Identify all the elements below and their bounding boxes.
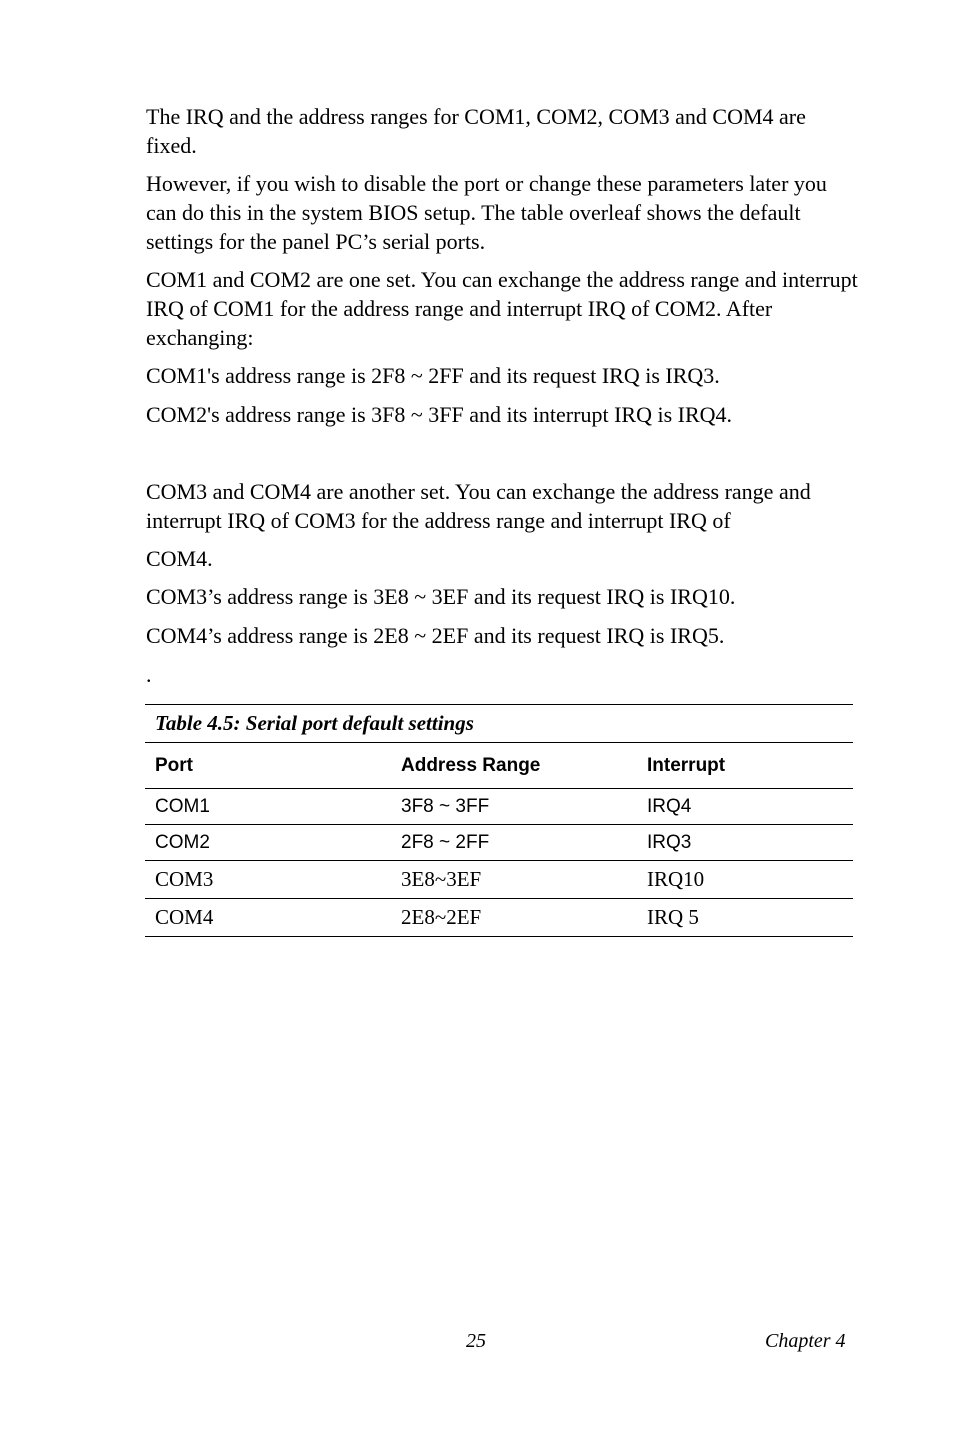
paragraph-com1-range: COM1's address range is 2F8 ~ 2FF and its request IRQ is IRQ3. [146,363,720,388]
paragraph-com3-range: COM3’s address range is 3E8 ~ 3EF and its request IRQ is IRQ10. [146,584,736,609]
paragraph-irq-fixed: The IRQ and the address ranges for COM1, COM2, COM3 and COM4 are fixed. [146,104,806,158]
cell-address-range: 2E8~2EF [391,899,637,937]
cell-port: COM4 [145,899,391,937]
chapter-label: Chapter 4 [765,1330,846,1352]
cell-interrupt: IRQ3 [637,825,853,861]
cell-address-range: 2F8 ~ 2FF [391,825,637,861]
table-row [145,861,853,899]
cell-port: COM2 [145,825,391,861]
serial-port-table [145,704,853,937]
paragraph-com2-range: COM2's address range is 3F8 ~ 3FF and its interrupt IRQ is IRQ4. [146,402,733,427]
header-interrupt: Interrupt [637,743,853,789]
cell-interrupt: IRQ4 [637,789,853,825]
table-caption-row [145,705,853,743]
cell-address-range: 3E8~3EF [391,861,637,899]
cell-address-range: 3F8 ~ 3FF [391,789,637,825]
cell-port: COM3 [145,861,391,899]
paragraph-bios-setup: However, if you wish to disable the port or change these parameters later you can do this in the system BIOS setup. The table overleaf shows the default settings for the panel PC’s serial ports. [146,171,827,254]
cell-port: COM1 [145,789,391,825]
paragraph-com3-com4-set: COM3 and COM4 are another set. You can exchange the address range and interrupt IRQ of COM3 for the address range and interrupt IRQ of [146,479,811,533]
paragraph-com1-com2-set: COM1 and COM2 are one set. You can exchange the address range and interrupt IRQ of COM1 for the address range and interrupt IRQ of COM2. After exchanging: [146,267,858,350]
table-caption: Table 4.5: Serial port default settings [145,705,853,743]
header-port: Port [145,743,391,789]
paragraph-dot: . [146,662,152,687]
table-row [145,899,853,937]
header-address-range: Address Range [391,743,637,789]
cell-interrupt: IRQ10 [637,861,853,899]
paragraph-com4-range: COM4’s address range is 2E8 ~ 2EF and its request IRQ is IRQ5. [146,623,725,648]
paragraph-com4: COM4. [146,546,213,571]
table-row [145,789,853,825]
table-header-row [145,743,853,789]
cell-interrupt: IRQ 5 [637,899,853,937]
page-number: 25 [466,1330,486,1352]
table-row [145,825,853,861]
